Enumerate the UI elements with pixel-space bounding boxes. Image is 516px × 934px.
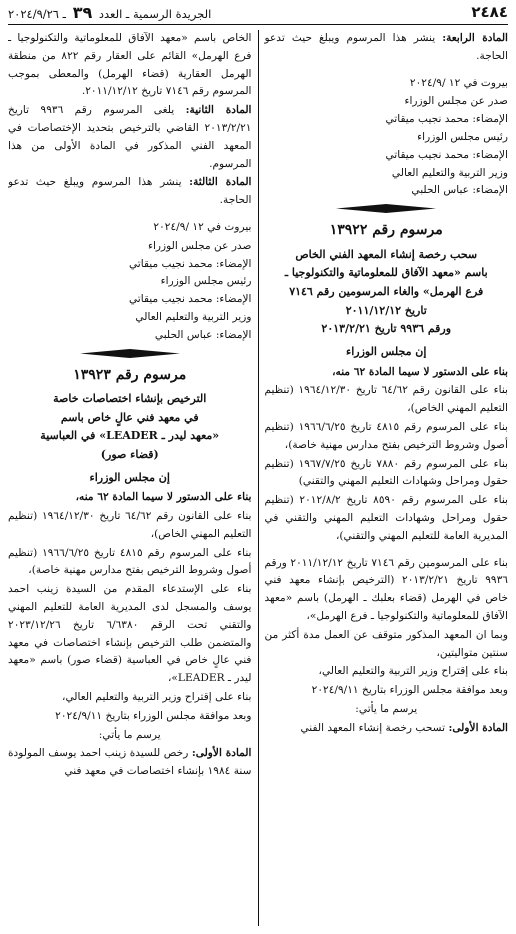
decree-title: مرسوم رقم ١٣٩٢٣ (73, 366, 187, 383)
signature-line: وزير التربية والتعليم العالي (135, 310, 252, 323)
separator-ornament (336, 204, 436, 213)
decree-title: مرسوم رقم ١٣٩٢٢ (329, 222, 443, 239)
signature-line: رئيس مجلس الوزراء (417, 130, 508, 143)
constitution-clause: بناء على الدستور لا سيما المادة ٦٢ منه، (332, 365, 508, 378)
publication-name: الجريدة الرسمية ـ العدد (98, 6, 212, 21)
article-continuation: الخاص باسم «معهد الآفاق للمعلوماتية والتكنولوجيا ـ فرع الهرمل» القائم على العقار رقم ٨٢٢ من منطقة الهرمل العقارية (قضاء الهرمل) والمعطى بموجب المرسوم رقم ٧١٤٦ تاريخ ٢٠١١/١٢/١٢. (8, 32, 252, 98)
recital: وبعد موافقة مجلس الوزراء بتاريخ ٢٠٢٤/٩/١١ (55, 709, 252, 722)
recital: بناء على المرسوم رقم ٧٨٨٠ تاريخ ١٩٦٧/٧/٢٥ (تنظيم حقول ومراحل وشهادات التعليم المهني والتقني) (264, 457, 508, 488)
left-column (8, 30, 258, 926)
decree-subtitle: سحب رخصة إنشاء المعهد الفني الخاص باسم «معهد الآفاق للمعلوماتية والتكنولوجيا ـ فرع الهرمل» والغاء المرسومين رقم ٧١٤٦ تاريخ ٢٠١١/١٢/١٢ ورقم ٩٩٣٦ تاريخ ٢٠١٣/٢/٢١ (284, 247, 488, 336)
recital: بناء على إقتراح وزير التربية والتعليم العالي، (318, 665, 508, 678)
recital: بناء على المرسومين رقم ٧١٤٦ تاريخ ٢٠١١/١٢/١٢ ورقم ٩٩٣٦ تاريخ ٢٠١٣/٢/٢١ (الترخيص بإنشاء معهد فني خاص في الهرمل (قضاء بعلبك ـ الهرمل) باسم «معهد الآفاق للمعلوماتية والتكنولوجيا ـ فرع الهرمل»، (264, 556, 508, 622)
separator-ornament (80, 349, 180, 358)
signature-line: صدر عن مجلس الوزراء (404, 95, 508, 108)
signature-line: الإمضاء: محمد نجيب ميقاتي (128, 257, 252, 270)
article-four: المادة الرابعة: ينشر هذا المرسوم ويبلغ حيث تدعو الحاجة. (264, 32, 508, 62)
decree-subtitle: الترخيص بإنشاء اختصاصات خاصة في معهد فني عالٍ خاص باسم «معهد ليدر ـ LEADER» في العباسية (قضاء صور) (40, 392, 220, 462)
recital: وبما ان المعهد المذكور متوقف عن العمل مدة أكثر من سنتين متواليتين، (264, 628, 508, 659)
constitution-clause: بناء على الدستور لا سيما المادة ٦٢ منه، (75, 491, 252, 504)
signature-line: الإمضاء: محمد نجيب ميقاتي (385, 113, 508, 126)
signature-line: الإمضاء: محمد نجيب ميقاتي (385, 148, 508, 161)
signature-block (8, 238, 252, 345)
decrees-line: يرسم ما يأتي: (355, 702, 418, 715)
issue-number: ٣٩ (72, 2, 93, 22)
council-heading: إن مجلس الوزراء (89, 470, 170, 484)
recital: بناء على الإستدعاء المقدم من السيدة زينب احمد يوسف والمسجل لدى المديرية العامة للتعليم المهني والتقني تحت الرقم ٦/٦٣٨٠ تاريخ ٢٠٢٣/١٢/٢٦ والمتضمن طلب الترخيص بإنشاء اختصاصات في معهد فني عالٍ خاص في العباسية (قضاء صور) باسم «معهد ليدر ـ LEADER»، (8, 583, 252, 685)
place-date: بيروت في ١٢ /٢٠٢٤/٩ (409, 76, 508, 89)
issue-date: ـ ٢٠٢٤/٩/٢٦ (8, 6, 67, 21)
recital: وبعد موافقة مجلس الوزراء بتاريخ ٢٠٢٤/٩/١١ (311, 684, 508, 697)
article-two: المادة الثانية: يلغى المرسوم رقم ٩٩٣٦ تاريخ ٢٠١٣/٢/٢١ القاضي بالترخيص بتحديد الإختصاصات في المعهد الفني المذكور في المادة الأولى من هذا المرسوم. (8, 104, 252, 170)
council-heading: إن مجلس الوزراء (346, 345, 427, 359)
recital: بناء على المرسوم رقم ٨٥٩٠ تاريخ ٢٠١٢/٨/٢ (تنظيم حقول ومراحل وشهادات التعليم المهني والتقني في المديرية العامة للتعليم المهني والتقني)، (264, 494, 508, 542)
place-date: بيروت في ١٢ /٢٠٢٤/٩ (153, 220, 252, 233)
article-one: المادة الأولى: تسحب رخصة إنشاء المعهد الفني (300, 721, 508, 734)
running-head (8, 3, 211, 22)
signature-block (265, 93, 509, 200)
page-number: ٢٤٨٤ (471, 3, 508, 21)
article-three: المادة الثالثة: ينشر هذا المرسوم ويبلغ حيث تدعو الحاجة. (8, 176, 252, 207)
signature-line: صدر عن مجلس الوزراء (148, 239, 252, 252)
right-column (259, 30, 509, 926)
columns (8, 30, 508, 926)
signature-line: الإمضاء: عباس الحلبي (154, 328, 252, 341)
signature-line: الإمضاء: محمد نجيب ميقاتي (128, 293, 252, 306)
signature-line: رئيس مجلس الوزراء (160, 275, 252, 288)
page-header (8, 0, 508, 25)
recital: بناء على المرسوم رقم ٤٨١٥ تاريخ ١٩٦٦/٦/٢٥ (تنظيم أصول وشروط الترخيص بفتح مدارس مهنية خاصة)، (8, 546, 252, 577)
column-rule (258, 30, 259, 926)
recital: بناء على القانون رقم ٦٤/٦٢ تاريخ ١٩٦٤/١٢/٣٠ (تنظيم التعليم المهني الخاص)، (264, 384, 508, 415)
signature-line: الإمضاء: عباس الحلبي (411, 184, 508, 197)
recital: بناء على إقتراح وزير التربية والتعليم العالي، (62, 691, 252, 704)
article-one: المادة الأولى: رخص للسيدة زينب احمد يوسف المولودة سنة ١٩٨٤ بإنشاء اختصاصات في معهد فني (8, 747, 252, 778)
signature-line: وزير التربية والتعليم العالي (391, 166, 508, 179)
recital: بناء على القانون رقم ٦٤/٦٢ تاريخ ١٩٦٤/١٢/٣٠ (تنظيم التعليم المهني الخاص)، (8, 510, 252, 540)
recital: بناء على المرسوم رقم ٤٨١٥ تاريخ ١٩٦٦/٦/٢٥ (تنظيم أصول وشروط الترخيص بفتح مدارس مهنية خاصة)، (264, 420, 508, 451)
decrees-line: يرسم ما يأتي: (98, 728, 161, 741)
